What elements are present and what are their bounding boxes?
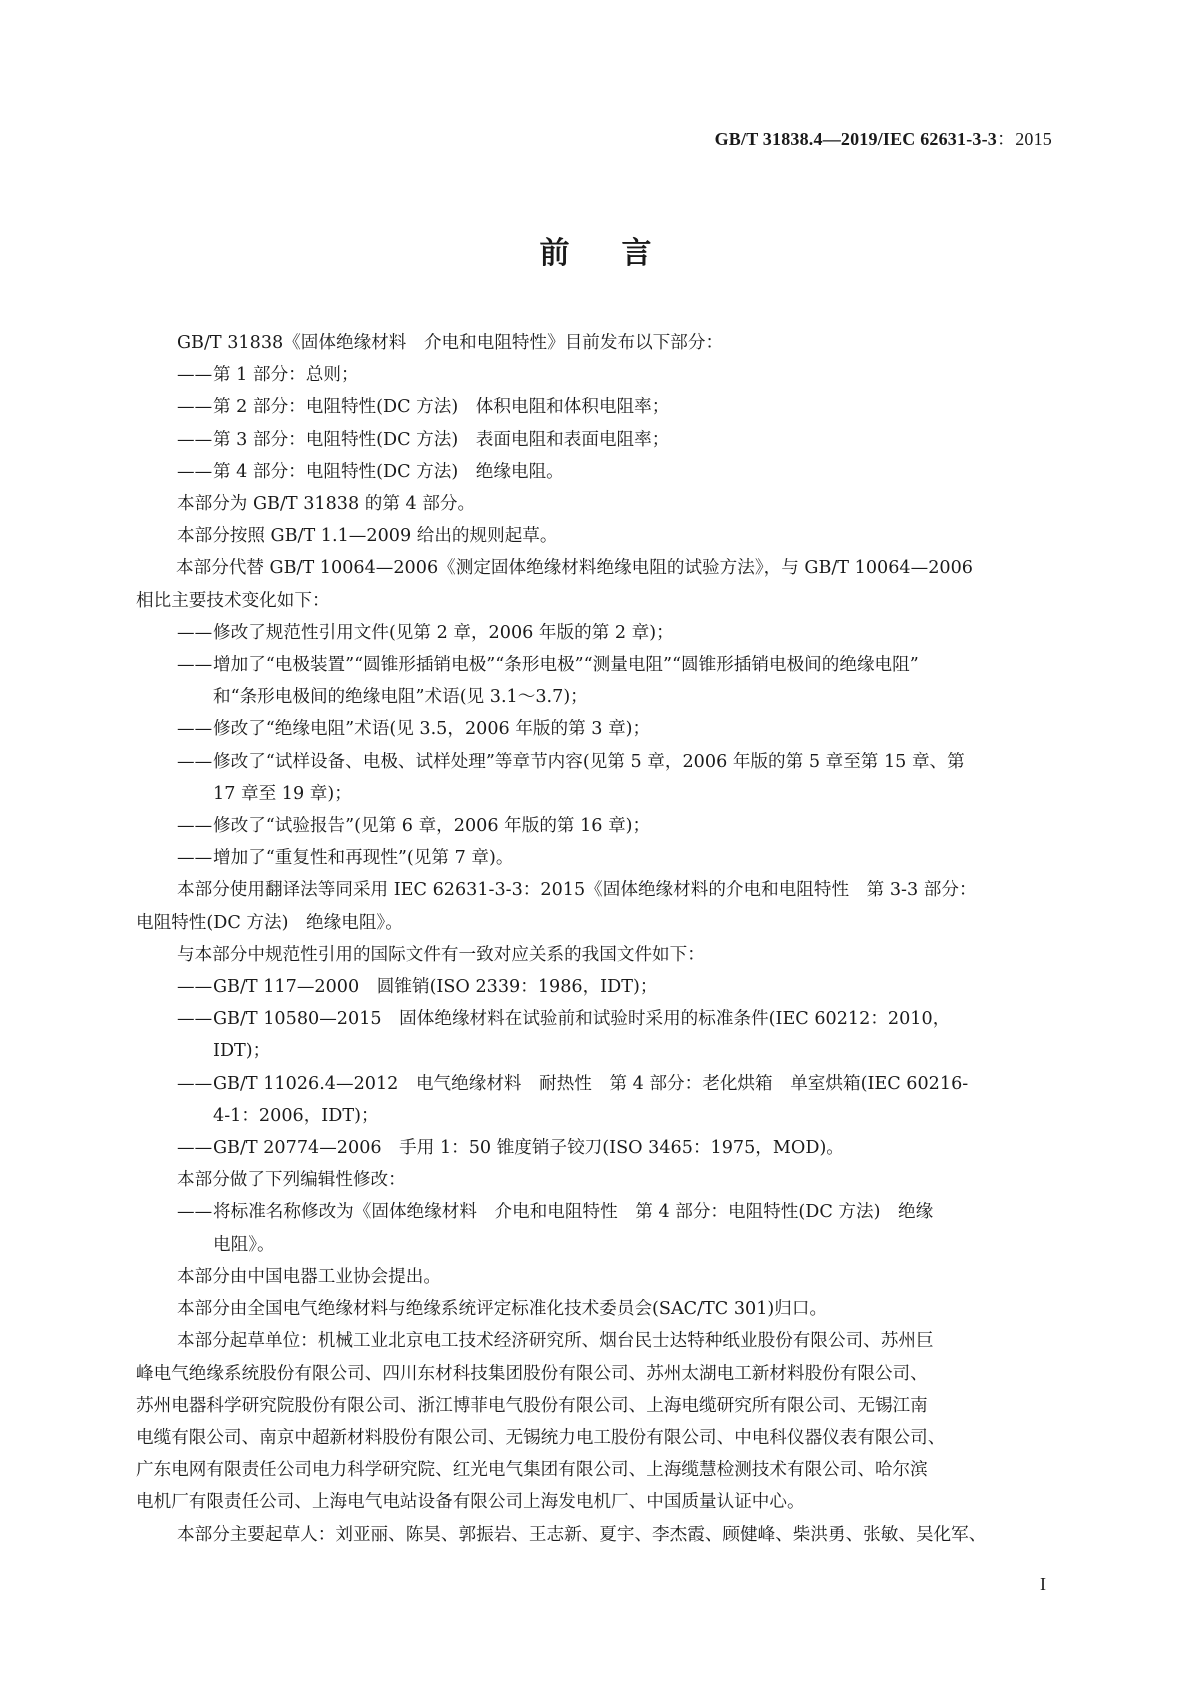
list-item-continuation: 和“条形电极间的绝缘电阻”术语(见 3.1～3.7)； — [213, 687, 588, 708]
paragraph-line: 相比主要技术变化如下： — [136, 590, 330, 611]
document-body — [136, 327, 1051, 1551]
list-item: ——修改了“试样设备、电极、试样处理”等章节内容(见第 5 章，2006 年版的第 5 章至第 15 章、第 — [177, 751, 965, 772]
paragraph-line: 电缆有限公司、南京中超新材料股份有限公司、无锡统力电工股份有限公司、中电科仪器仪表有限公司、 — [136, 1427, 946, 1448]
paragraph: GB/T 31838《固体绝缘材料 介电和电阻特性》目前发布以下部分： — [177, 333, 724, 353]
paragraph-line: 电机厂有限责任公司、上海电气电站设备有限公司上海发电机厂、中国质量认证中心。 — [136, 1492, 805, 1513]
list-item: ——修改了“绝缘电阻”术语(见 3.5，2006 年版的第 3 章)； — [177, 719, 651, 740]
document-header — [715, 125, 1052, 151]
standard-number: GB/T 31838.4—2019/IEC 62631-3-3 — [714, 129, 997, 149]
list-item: ——将标准名称修改为《固体绝缘材料 介电和电阻特性 第 4 部分：电阻特性(DC 方法) 绝缘 — [177, 1202, 934, 1223]
paragraph-line: 峰电气绝缘系统股份有限公司、四川东材科技集团股份有限公司、苏州太湖电工新材料股份有限公司、 — [136, 1363, 928, 1384]
standard-year: ：2015 — [997, 129, 1052, 149]
list-item-continuation: IDT)； — [213, 1041, 271, 1062]
page-title: 前言 — [539, 236, 704, 271]
list-item: ——GB/T 10580—2015 固体绝缘材料在试验前和试验时采用的标准条件(IEC 60212：2010， — [177, 1009, 951, 1030]
paragraph: 本部分做了下列编辑性修改： — [177, 1170, 406, 1191]
paragraph-line: 广东电网有限责任公司电力科学研究院、红光电气集团有限公司、上海缆慧检测技术有限公司、哈尔滨 — [136, 1460, 928, 1481]
list-item: ——第 4 部分：电阻特性(DC 方法) 绝缘电阻。 — [177, 461, 564, 482]
paragraph: 本部分按照 GB/T 1.1—2009 给出的规则起草。 — [177, 526, 558, 547]
list-item: ——增加了“电极装置”“圆锥形插销电极”“条形电极”“测量电阻”“圆锥形插销电极间的绝缘电阻” — [177, 655, 919, 676]
list-item-continuation: 4-1：2006，IDT)； — [213, 1105, 379, 1126]
list-item: ——GB/T 11026.4—2012 电气绝缘材料 耐热性 第 4 部分：老化烘箱 单室烘箱(IEC 60216- — [177, 1073, 969, 1094]
list-item: ——GB/T 117—2000 圆锥销(ISO 2339：1986，IDT)； — [177, 977, 658, 998]
list-item: ——第 1 部分：总则； — [177, 365, 359, 386]
paragraph: 与本部分中规范性引用的国际文件有一致对应关系的我国文件如下： — [177, 944, 705, 965]
paragraph: 本部分主要起草人：刘亚丽、陈昊、郭振岩、王志新、夏宇、李杰霞、顾健峰、柴洪勇、张敏、吴化军、 — [177, 1524, 987, 1545]
page-number: I — [1040, 1574, 1046, 1594]
paragraph: 本部分由中国电器工业协会提出。 — [177, 1266, 441, 1287]
paragraph: 本部分由全国电气绝缘材料与绝缘系统评定标准化技术委员会(SAC/TC 301)归口。 — [177, 1299, 828, 1320]
list-item-continuation: 17 章至 19 章)； — [213, 783, 352, 804]
paragraph: 本部分为 GB/T 31838 的第 4 部分。 — [177, 494, 476, 515]
list-item: ——GB/T 20774—2006 手用 1：50 锥度销子铰刀(ISO 3465：1975，MOD)。 — [177, 1138, 844, 1159]
list-item-continuation: 电阻》。 — [213, 1234, 275, 1255]
paragraph-line: 苏州电器科学研究院股份有限公司、浙江博菲电气股份有限公司、上海电缆研究所有限公司、无锡江南 — [136, 1395, 928, 1416]
list-item: ——修改了“试验报告”(见第 6 章，2006 年版的第 16 章)； — [177, 816, 651, 837]
paragraph-line: 本部分起草单位：机械工业北京电工技术经济研究所、烟台民士达特种纸业股份有限公司、苏州巨 — [177, 1331, 934, 1352]
paragraph-line: 本部分使用翻译法等同采用 IEC 62631-3-3：2015《固体绝缘材料的介电和电阻特性 第 3-3 部分： — [177, 880, 977, 901]
list-item: ——第 3 部分：电阻特性(DC 方法) 表面电阻和表面电阻率； — [177, 429, 670, 450]
list-item: ——增加了“重复性和再现性”(见第 7 章)。 — [177, 848, 514, 869]
list-item: ——修改了规范性引用文件(见第 2 章，2006 年版的第 2 章)； — [177, 622, 674, 643]
paragraph-line: 本部分代替 GB/T 10064—2006《测定固体绝缘材料绝缘电阻的试验方法》，与 GB/T 10064—2006 — [176, 558, 973, 579]
list-item: ——第 2 部分：电阻特性(DC 方法) 体积电阻和体积电阻率； — [177, 397, 670, 418]
paragraph-line: 电阻特性(DC 方法) 绝缘电阻》。 — [136, 912, 403, 933]
